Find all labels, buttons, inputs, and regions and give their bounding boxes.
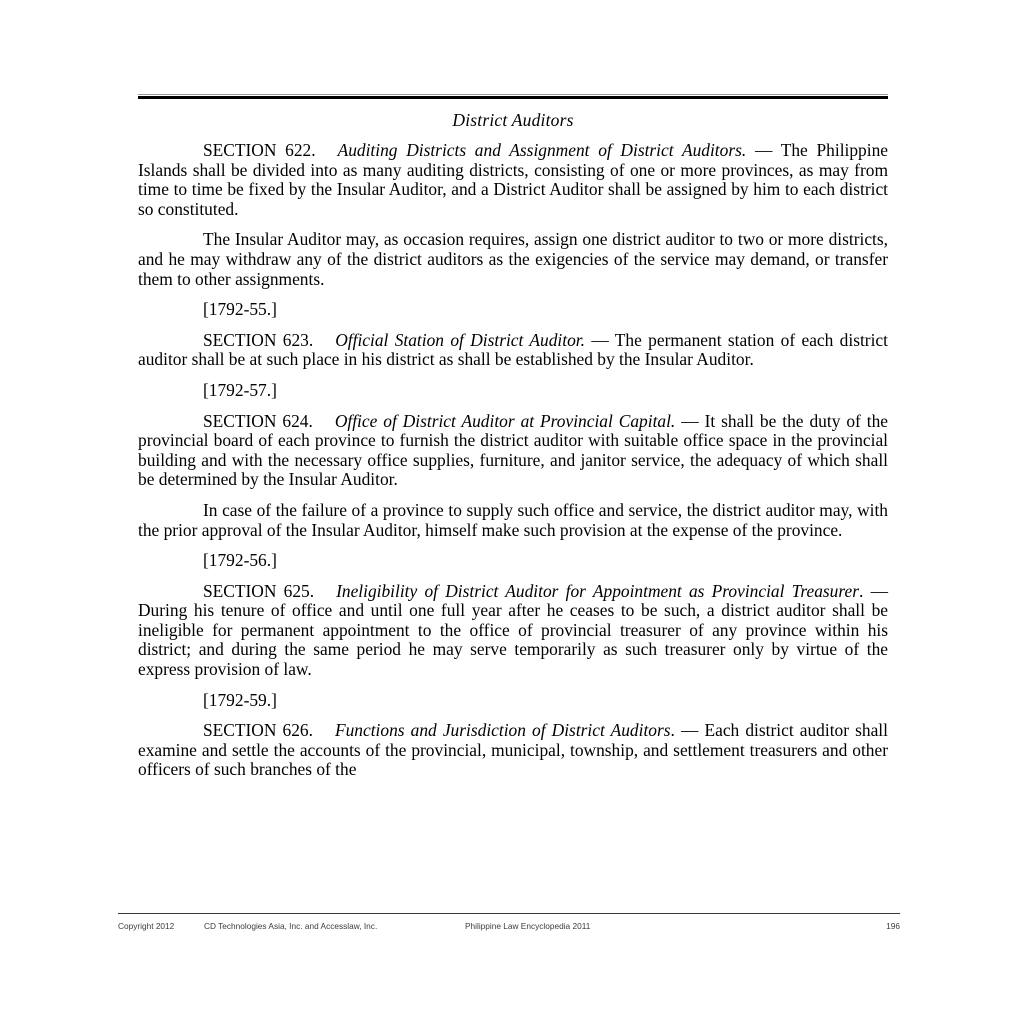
section-paragraph-622 (138, 141, 888, 219)
section-body-622: — The Philippine Islands shall be divided into as many auditing districts, consisting of one or more provinces, as may from time to time be fixed by the Insular Auditor, and a District Auditor shall be assigned by him to each district so constituted. (138, 140, 888, 219)
section-title-625: Ineligibility of District Auditor for Appointment as Provincial Treasurer (336, 580, 859, 601)
section-body-623: — The permanent station of each district auditor shall be at such place in his district as shall be established by the Insular Auditor. (138, 329, 888, 370)
section-body-626: — Each district auditor shall examine and settle the accounts of the provincial, municipal, township, and settlement treasurers and other officers of such branches of the (138, 720, 888, 780)
section-title-623: Official Station of District Auditor. (335, 329, 585, 350)
section-title-punct-626: . (670, 720, 675, 741)
section-number-625: SECTION 625. (203, 580, 315, 601)
paragraph-624-continued: In case of the failure of a province to supply such office and service, the district auditor may, with the prior approval of the Insular Auditor, himself make such provision at the expense of the province. (138, 499, 888, 540)
footer-rule (118, 913, 900, 914)
section-body-624: — It shall be the duty of the provincial board of each province to furnish the district auditor with suitable office space in the provincial building and with the necessary office supplies, furniture, and janitor service, the adequacy of which shall be determined by the Insular Auditor. (138, 410, 889, 490)
citation-1792-56: [1792-56.] (203, 550, 277, 571)
section-paragraph-625 (138, 582, 888, 680)
section-title-622: Auditing Districts and Assignment of District Auditors. (337, 140, 747, 160)
citation-1792-59: [1792-59.] (203, 689, 277, 710)
footer-copyright: Copyright 2012 (118, 921, 175, 931)
running-head: District Auditors (452, 110, 574, 130)
citation-1792-55: [1792-55.] (203, 299, 277, 320)
section-title-626: Functions and Jurisdiction of District Auditors (334, 720, 671, 741)
page-footer (118, 921, 900, 935)
citation-1792-57: [1792-57.] (203, 379, 277, 400)
section-paragraph-624 (138, 412, 888, 490)
body-column (138, 141, 888, 780)
section-number-623: SECTION 623. (203, 329, 314, 350)
footer-source: Philippine Law Encyclopedia 2011 (465, 921, 591, 931)
footer-page-number: 196 (886, 921, 900, 931)
section-number-622: SECTION 622. (203, 140, 316, 160)
header-rule-hairline (138, 94, 888, 95)
section-number-626: SECTION 626. (203, 720, 313, 741)
section-paragraph-626 (138, 721, 888, 780)
section-paragraph-623 (138, 331, 888, 370)
header-rule (138, 94, 888, 99)
section-body-625: — During his tenure of office and until one full year after he ceases to be such, a district auditor shall be ineligible for permanent appointment to the office of provincial treasurer of any province within his district; and during the same period he may serve temporarily as such treasurer only by virtue of the express provision of law. (138, 580, 888, 680)
header-rule-bar (138, 96, 888, 99)
paragraph-622-continued: The Insular Auditor may, as occasion requires, assign one district auditor to two or more districts, and he may withdraw any of the district auditors as the exigencies of the service may demand, or transfer them to other assignments. (138, 229, 888, 289)
section-number-624: SECTION 624. (203, 410, 313, 431)
section-title-punct-625: . (859, 580, 864, 601)
footer-company: CD Technologies Asia, Inc. and Accesslaw, Inc. (204, 921, 378, 931)
section-title-624: Office of District Auditor at Provincial Capital. (334, 410, 676, 431)
